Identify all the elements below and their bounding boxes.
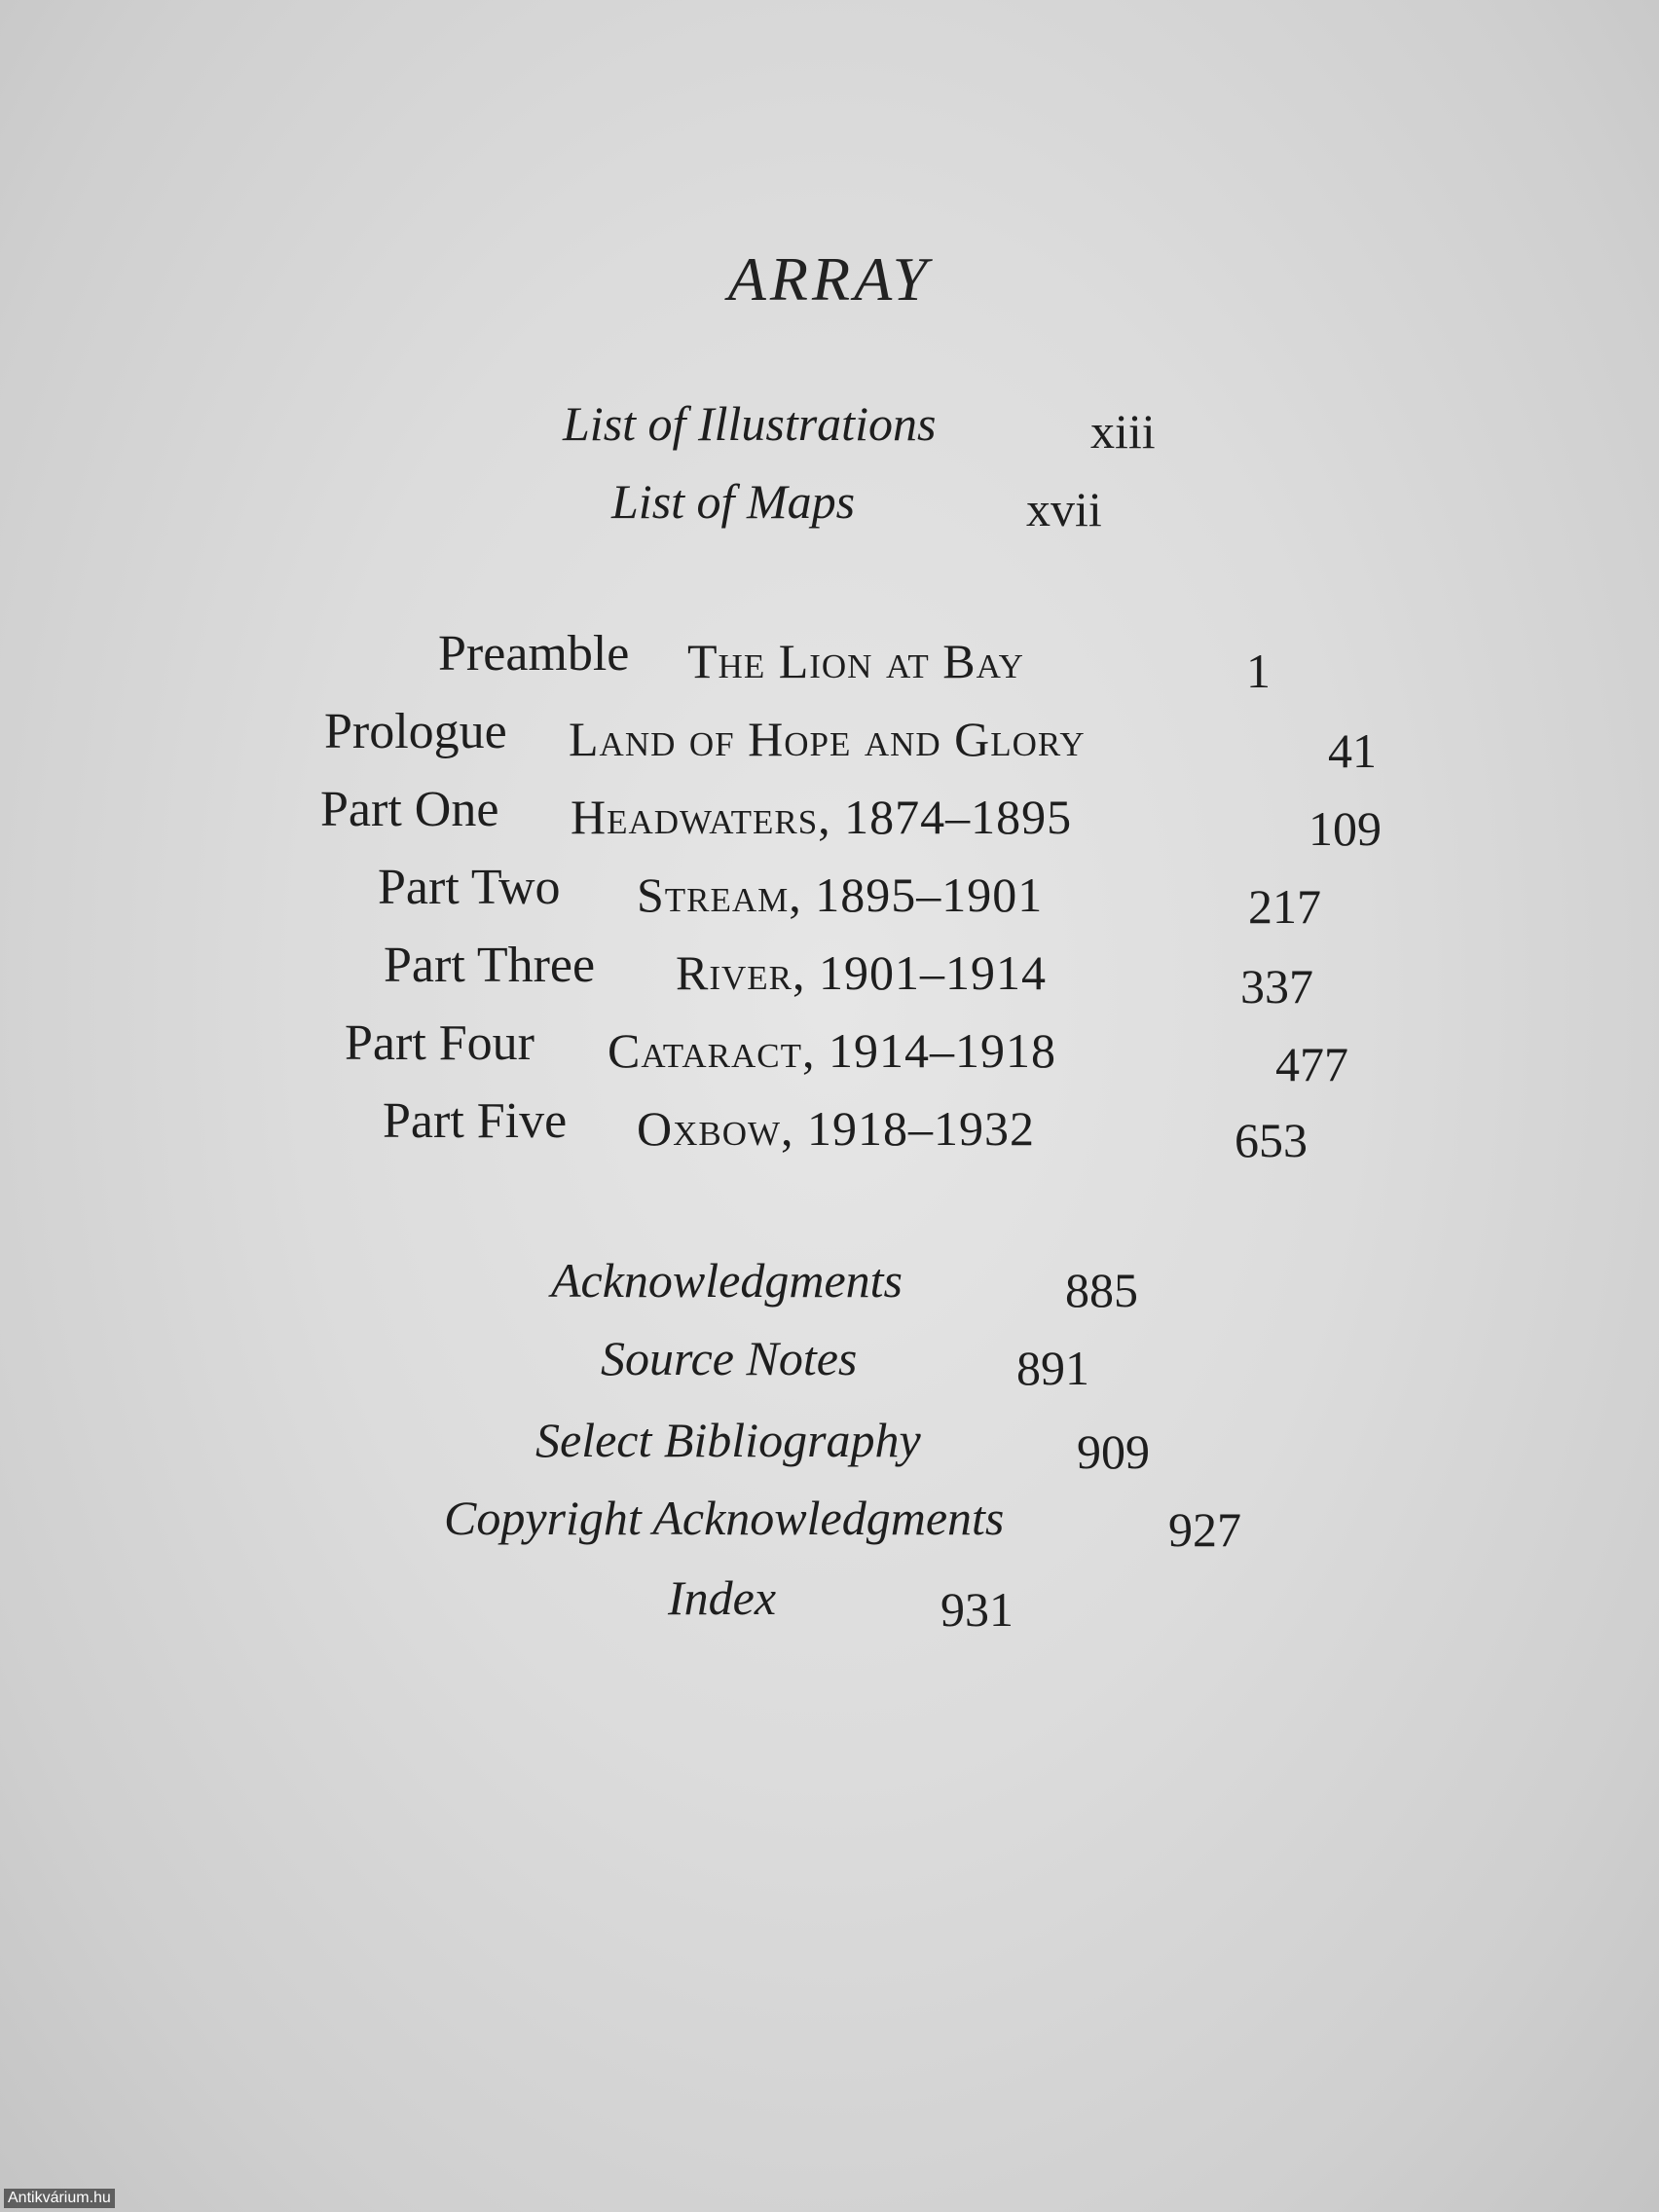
toc-back-page-source-notes: 891	[1016, 1341, 1089, 1395]
toc-back-label-bibliography: Select Bibliography	[535, 1413, 921, 1467]
toc-part-one: Part One	[320, 782, 499, 837]
toc-part-five: Part Five	[383, 1093, 568, 1149]
page-title: ARRAY	[727, 244, 932, 313]
toc-back-page-copyright: 927	[1168, 1502, 1241, 1557]
watermark: Antikvárium.hu	[4, 2189, 115, 2208]
toc-page-prologue: 41	[1328, 723, 1377, 778]
toc-back-label-acknowledgments: Acknowledgments	[551, 1253, 903, 1308]
toc-title-five: Oxbow, 1918–1932	[637, 1101, 1036, 1156]
toc-part-preamble: Preamble	[438, 626, 630, 682]
toc-part-prologue: Prologue	[324, 704, 507, 759]
toc-page-one: 109	[1309, 801, 1382, 856]
toc-title-one: Headwaters, 1874–1895	[571, 790, 1073, 844]
toc-title-two: Stream, 1895–1901	[637, 867, 1044, 922]
toc-back-label-copyright: Copyright Acknowledgments	[444, 1491, 1005, 1545]
toc-title-prologue: Land of Hope and Glory	[569, 712, 1086, 766]
toc-page-preamble: 1	[1246, 644, 1271, 698]
toc-title-three: River, 1901–1914	[676, 945, 1048, 1000]
toc-back-label-source-notes: Source Notes	[601, 1331, 858, 1385]
toc-page-five: 653	[1235, 1113, 1308, 1167]
toc-front-label-maps: List of Maps	[611, 474, 856, 529]
toc-front-page-maps: xvii	[1026, 482, 1102, 536]
toc-title-preamble: The Lion at Bay	[687, 634, 1024, 688]
toc-part-two: Part Two	[378, 860, 561, 915]
toc-part-four: Part Four	[345, 1015, 535, 1071]
toc-page-four: 477	[1275, 1037, 1348, 1091]
toc-part-three: Part Three	[384, 938, 596, 993]
toc-back-page-acknowledgments: 885	[1065, 1263, 1138, 1317]
toc-back-label-index: Index	[668, 1570, 777, 1625]
toc-page-three: 337	[1240, 959, 1313, 1014]
toc-back-page-bibliography: 909	[1077, 1424, 1150, 1479]
toc-front-page-illustrations: xiii	[1090, 404, 1156, 459]
toc-page-two: 217	[1248, 879, 1321, 934]
toc-title-four: Cataract, 1914–1918	[608, 1023, 1056, 1078]
toc-back-page-index: 931	[940, 1582, 1014, 1637]
toc-front-label-illustrations: List of Illustrations	[563, 396, 937, 451]
